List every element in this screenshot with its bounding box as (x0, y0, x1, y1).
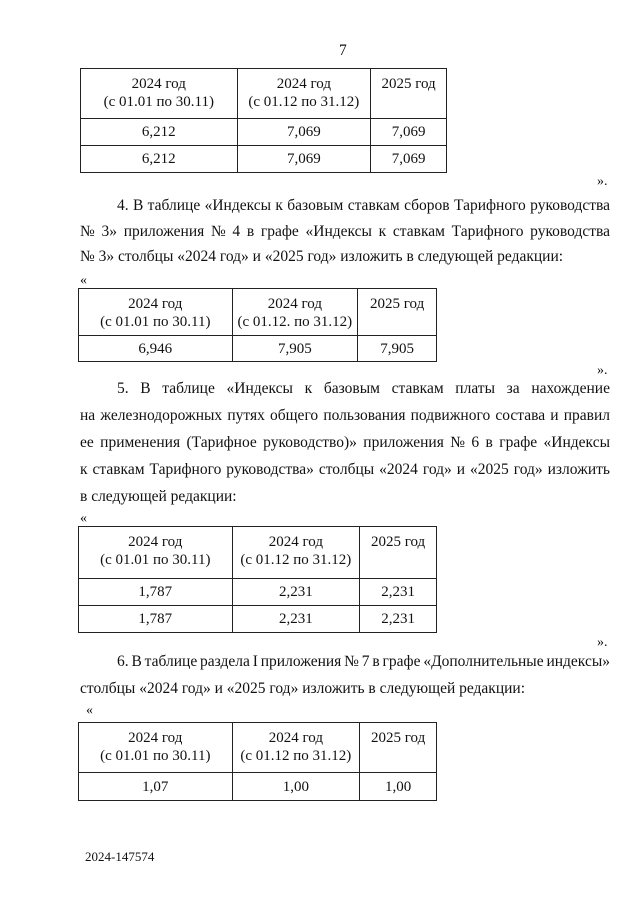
header-cell-sub: (с 01.01 по 30.11) (100, 552, 211, 568)
header-cell-sub: (с 01.12 по 31.12) (248, 94, 360, 110)
closing-quote: ». (597, 174, 608, 189)
cell: 1,787 (79, 606, 233, 633)
header-cell: 2025 год (370, 730, 426, 746)
cell: 2,231 (360, 606, 437, 633)
page-number: 7 (339, 42, 347, 59)
document-code: 2024-147574 (85, 849, 155, 864)
paragraph-5-line: 5. В таблице «Индексы к базовым ставкам платы за нахождение (117, 380, 610, 397)
header-cell: 2024 год (267, 296, 322, 312)
header-cell-sub: (с 01.12. по 31.12) (237, 314, 353, 330)
header-cell: 2024 год (268, 730, 323, 746)
table-row (79, 579, 437, 606)
table-row (79, 773, 437, 801)
header-cell: 2024 год (131, 76, 186, 92)
cell: 7,069 (371, 119, 447, 146)
header-cell: 2025 год (369, 296, 425, 312)
header-cell: 2025 год (381, 76, 436, 92)
paragraph-5-line: в следующей редакции: (80, 488, 237, 505)
header-cell-sub: (с 01.12 по 31.12) (240, 552, 352, 568)
cell: 1,787 (79, 579, 233, 606)
paragraph-5-line: ее применения (Тарифное руководство)» приложения № 6 в графе «Индексы (80, 434, 610, 451)
cell: 6,212 (81, 119, 238, 146)
table-2 (78, 288, 437, 362)
cell: 2,231 (232, 606, 360, 633)
cell: 7,905 (232, 336, 358, 362)
table-header-row (79, 289, 437, 336)
header-cell-sub: (с 01.01 по 30.11) (100, 748, 211, 764)
header-cell-sub: (с 01.01 по 30.11) (100, 314, 211, 330)
header-cell-sub: (с 01.12 по 31.12) (240, 748, 352, 764)
cell: 2,231 (360, 579, 437, 606)
table-row (81, 146, 447, 173)
table-3 (78, 526, 437, 633)
paragraph-4-line: № 3» столбцы «2024 год» и «2025 год» изложить в следующей редакции: (80, 248, 564, 265)
header-cell: 2024 год (128, 730, 183, 746)
header-cell-sub: (с 01.01 по 30.11) (103, 94, 214, 110)
opening-quote: « (80, 511, 87, 526)
table-header-row (79, 527, 437, 579)
cell: 7,905 (358, 336, 437, 362)
cell: 2,231 (232, 579, 360, 606)
header-cell: 2024 год (128, 296, 183, 312)
cell: 6,212 (81, 146, 238, 173)
cell: 1,07 (79, 773, 233, 801)
paragraph-4-line: № 3» приложения № 4 в графе «Индексы к ставкам Тарифного руководства (80, 223, 610, 240)
table-4 (78, 722, 437, 801)
paragraph-4-line: 4. В таблице «Индексы к базовым ставкам сборов Тарифного руководства (117, 197, 610, 214)
cell: 7,069 (237, 119, 371, 146)
cell: 6,946 (79, 336, 233, 362)
paragraph-5-line: на железнодорожных путях общего пользования подвижного состава и правил (80, 407, 610, 424)
opening-quote: « (80, 273, 87, 288)
closing-quote: ». (597, 363, 608, 378)
cell: 1,00 (360, 773, 437, 801)
paragraph-6-line: 6. В таблице раздела I приложения № 7 в графе «Дополнительные индексы» (117, 653, 610, 670)
cell: 1,00 (232, 773, 360, 801)
table-header-row (81, 69, 447, 119)
cell: 7,069 (237, 146, 371, 173)
closing-quote: ». (597, 635, 608, 650)
table-1 (80, 68, 447, 173)
header-cell: 2024 год (128, 534, 183, 550)
header-cell: 2024 год (276, 76, 331, 92)
header-cell: 2024 год (268, 534, 323, 550)
opening-quote: « (86, 703, 93, 718)
table-row (81, 119, 447, 146)
paragraph-6-line: столбцы «2024 год» и «2025 год» изложить в следующей редакции: (80, 680, 526, 697)
paragraph-5-line: к ставкам Тарифного руководства» столбцы «2024 год» и «2025 год» изложить (80, 461, 610, 478)
cell: 7,069 (371, 146, 447, 173)
table-row (79, 606, 437, 633)
table-header-row (79, 723, 437, 773)
table-row (79, 336, 437, 362)
header-cell: 2025 год (370, 534, 426, 550)
